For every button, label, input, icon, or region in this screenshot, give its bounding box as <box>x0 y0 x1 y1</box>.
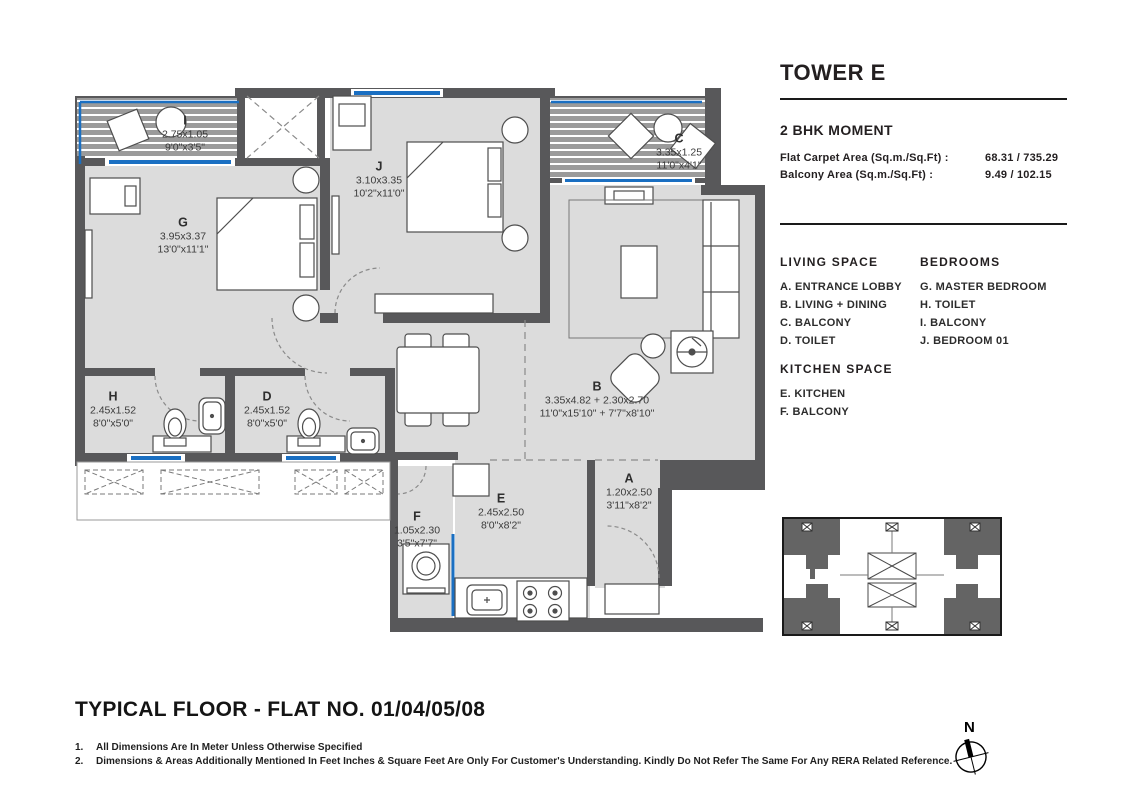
bedrooms-legend: BEDROOMS G. MASTER BEDROOM H. TOILET I. BALCONY J. BEDROOM 01 <box>920 255 1047 347</box>
legend-item: C. BALCONY <box>780 317 852 329</box>
note-2: 2. Dimensions & Areas Additionally Mentioned In Feet Inches & Square Feet Are Only For Customer's Understanding. Kindly Do Not Refer The Same For Any RERA Related Reference. <box>75 756 953 767</box>
floor-title: TYPICAL FLOOR - FLAT NO. 01/04/05/08 <box>75 698 486 721</box>
room-label-f: F 1.05x2.30 3'5"x7'7" <box>393 509 441 550</box>
room-label-g: G 3.95x3.37 13'0"x11'1" <box>157 215 209 256</box>
legend-item: D. TOILET <box>780 335 836 347</box>
legend-item: I. BALCONY <box>920 317 987 329</box>
carpet-area-row: Flat Carpet Area (Sq.m./Sq.Ft) : 68.31 / 735.29 <box>780 152 1059 164</box>
balcony-area-row: Balcony Area (Sq.m./Sq.Ft) : 9.49 / 102.15 <box>780 169 1052 181</box>
room-labels <box>65 88 765 633</box>
divider-line <box>780 223 1067 225</box>
room-label-i: I 2.75x1.05 9'0"x3'5" <box>161 113 209 154</box>
room-label-j: J 3.10x3.35 10'2"x11'0" <box>353 159 405 200</box>
legend-item: B. LIVING + DINING <box>780 299 888 311</box>
legend-item: E. KITCHEN <box>780 388 846 400</box>
kitchen-space-legend: KITCHEN SPACE E. KITCHEN F. BALCONY <box>780 362 893 418</box>
room-label-b: B 3.35x4.82 + 2.30x2.70 11'0"x15'10" + 7'7"x8'10" <box>539 379 655 420</box>
room-label-c: C 3.35x1.25 11'0"x4'1" <box>655 131 703 172</box>
note-1: 1. All Dimensions Are In Meter Unless Otherwise Specified <box>75 742 363 753</box>
legend-item: H. TOILET <box>920 299 976 311</box>
room-label-h: H 2.45x1.52 8'0"x5'0" <box>89 389 137 430</box>
legend-item: A. ENTRANCE LOBBY <box>780 281 902 293</box>
notes <box>75 742 952 770</box>
legend-item: G. MASTER BEDROOM <box>920 281 1047 293</box>
room-label-e: E 2.45x2.50 8'0"x8'2" <box>477 491 525 532</box>
divider-line <box>780 98 1067 100</box>
north-compass-icon <box>945 715 997 783</box>
room-label-a: A 1.20x2.50 3'11"x8'2" <box>605 471 653 512</box>
unit-type-title: 2 BHK MOMENT <box>780 122 893 138</box>
room-label-d: D 2.45x1.52 8'0"x5'0" <box>243 389 291 430</box>
key-plan <box>782 517 1002 637</box>
compass-n-label: N <box>964 719 975 736</box>
legend-item: J. BEDROOM 01 <box>920 335 1009 347</box>
living-space-legend: LIVING SPACE A. ENTRANCE LOBBY B. LIVING + DINING C. BALCONY D. TOILET <box>780 255 902 347</box>
legend-item: F. BALCONY <box>780 406 849 418</box>
tower-title: TOWER E <box>780 60 886 85</box>
